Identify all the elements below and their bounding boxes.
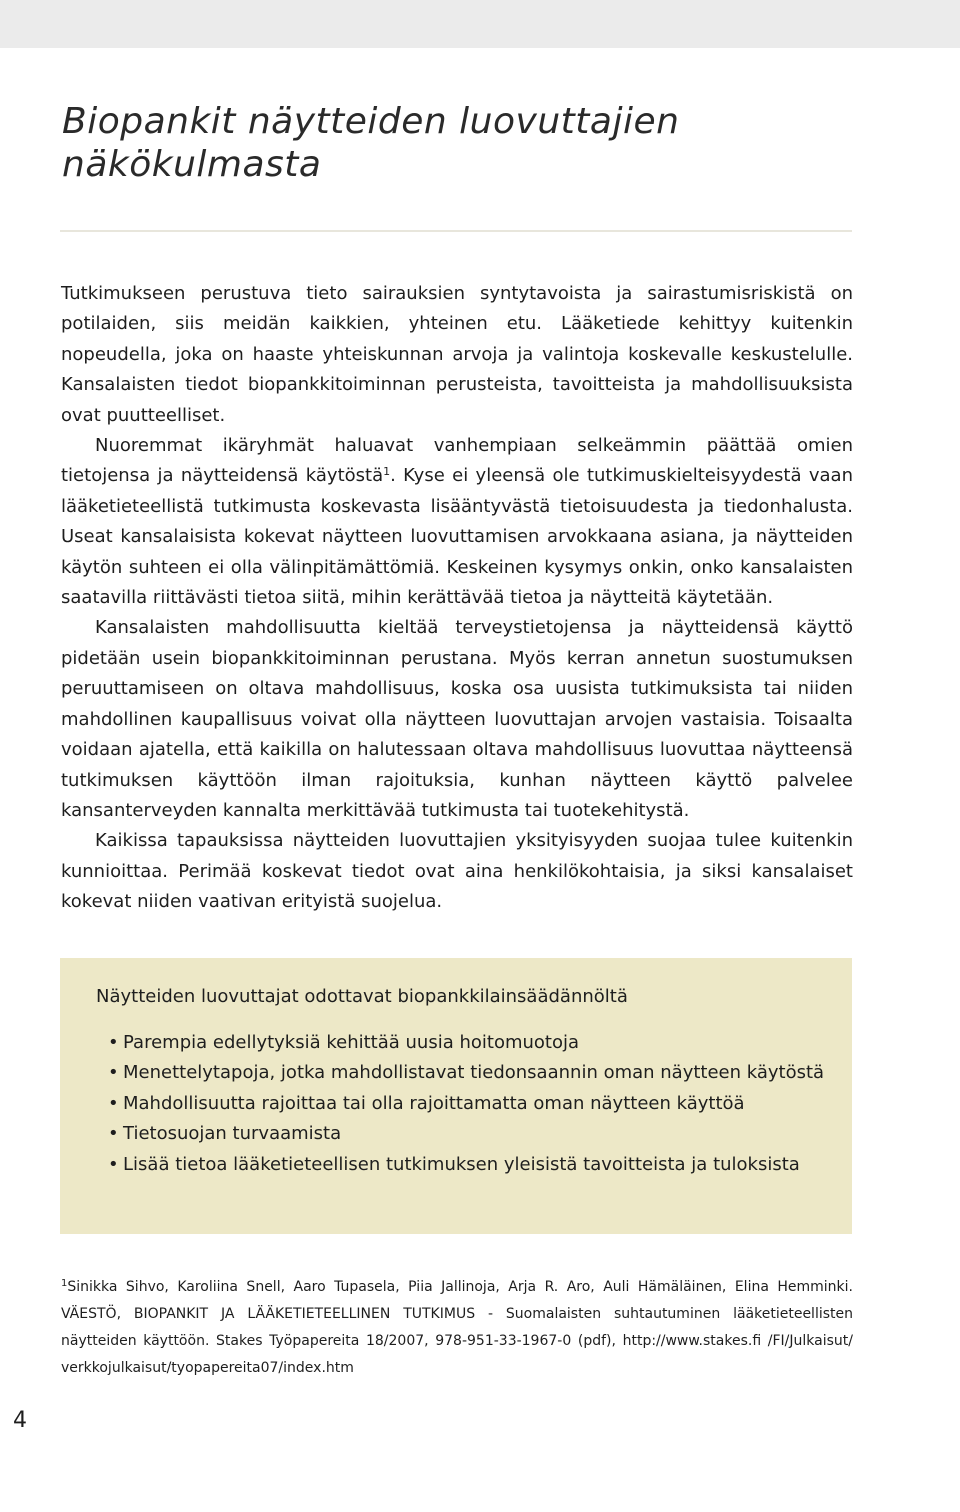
paragraph-2 bbox=[61, 431, 853, 613]
bullet-icon: • bbox=[108, 1123, 119, 1145]
list-item-text: Tietosuojan turvaamista bbox=[123, 1123, 342, 1145]
expectations-list bbox=[108, 1028, 828, 1180]
paragraph-2-end: . Kyse ei yleensä ole tutkimuskielteisyydestä vaan lääketieteellistä tutkimusta koskevasta lisääntyvästä tietoisuudesta ja tiedonhalusta. Useat kansalaisista kokevat näytteen luovuttamisen arvokkaana asiana, ja näytteiden käytön suhteen ei olla välinpitämättömiä. Keskeinen kysymys onkin, onko kansalaisten saatavilla riittävästi tietoa siitä, mihin kerättävää tietoa ja näytteitä käytetään. bbox=[61, 465, 853, 609]
paragraph-2-start: Nuoremmat ikäryhmät haluavat vanhempiaan selkeämmin päättää omien tietojensa ja näytteidensä käytöstä bbox=[61, 435, 853, 487]
footnote-text-block bbox=[61, 1274, 853, 1382]
list-item bbox=[108, 1089, 828, 1119]
page-number: 4 bbox=[13, 1408, 27, 1433]
box-title: Näytteiden luovuttajat odottavat biopankkilainsäädännöltä bbox=[96, 986, 628, 1007]
bullet-icon: • bbox=[108, 1062, 119, 1084]
list-item-text: Menettelytapoja, jotka mahdollistavat tiedonsaannin oman näytteen käytöstä bbox=[123, 1062, 825, 1084]
title-line-2: näkökulmasta bbox=[62, 144, 322, 185]
title-line-1: Biopankit näytteiden luovuttajien bbox=[62, 101, 680, 142]
paragraph-3: Kansalaisten mahdollisuutta kieltää terveystietojensa ja näytteidensä käyttö pidetään usein biopankkitoiminnan perustana. Myös kerran annetun suostumuksen peruuttamiseen on oltava mahdollisuus, koska osa uusista tutkimuksista tai niiden mahdollinen kaupallisuus voivat olla näytteen luovuttajan arvojen vastaisia. Toisaalta voidaan ajatella, että kaikilla on halutessaan oltava mahdollisuus luovuttaa näytteensä tutkimuksen käyttöön ilman rajoituksia, kunhan näytteen käyttö palvelee kansanterveyden kannalta merkittävää tutkimusta tai tuotekehitystä. bbox=[61, 617, 853, 821]
list-item bbox=[108, 1119, 828, 1149]
footnote-marker: 1 bbox=[61, 1278, 68, 1289]
list-item-text: Mahdollisuutta rajoittaa tai olla rajoittamatta oman näytteen käyttöä bbox=[123, 1092, 745, 1114]
document-page bbox=[0, 48, 960, 1512]
list-item bbox=[108, 1150, 828, 1180]
bullet-icon: • bbox=[108, 1092, 119, 1114]
footnote-reference: 1 bbox=[383, 465, 391, 479]
bullet-icon: • bbox=[108, 1153, 119, 1175]
list-item-text: Parempia edellytyksiä kehittää uusia hoitomuotoja bbox=[123, 1032, 580, 1053]
footnote-text: Sinikka Sihvo, Karoliina Snell, Aaro Tupasela, Piia Jallinoja, Arja R. Aro, Auli Hämäläinen, Elina Hemminki. VÄESTÖ, BIOPANKIT JA LÄÄKETIETEELLINEN TUTKIMUS - Suomalaisten suhtautuminen lääketieteellisten näytteiden käyttöön. Stakes Työpapereita 18/2007, 978-951-33-1967-0 (pdf), http://www.stakes.fi /FI/Julkaisut/ verkkojulkaisut/tyopapereita07/index.htm bbox=[61, 1279, 853, 1376]
list-item-text: Lisää tietoa lääketieteellisen tutkimuksen yleisistä tavoitteista ja tuloksista bbox=[123, 1153, 800, 1175]
paragraph-1: Tutkimukseen perustuva tieto sairauksien syntytavoista ja sairastumisriskistä on potilaiden, siis meidän kaikkien, yhteinen etu. Lääketiede kehittyy kuitenkin nopeudella, joka on haaste yhteiskunnan arvoja ja valintoja koskevalle keskustelulle. Kansalaisten tiedot biopankkitoiminnan perusteista, tavoitteista ja mahdollisuuksista ovat puutteelliset. bbox=[61, 283, 853, 426]
page-title bbox=[62, 100, 862, 186]
list-item bbox=[108, 1028, 828, 1058]
expectations-box bbox=[60, 958, 852, 1234]
paragraph-4: Kaikissa tapauksissa näytteiden luovuttajien yksityisyyden suojaa tulee kuitenkin kunnioittaa. Perimää koskevat tiedot ovat aina henkilökohtaisia, ja siksi kansalaiset kokevat niiden vaativan erityistä suojelua. bbox=[61, 830, 853, 913]
body-text bbox=[61, 279, 853, 918]
title-divider bbox=[60, 230, 852, 232]
bullet-icon: • bbox=[108, 1032, 119, 1053]
footnote bbox=[61, 1274, 853, 1382]
list-item bbox=[108, 1058, 828, 1088]
